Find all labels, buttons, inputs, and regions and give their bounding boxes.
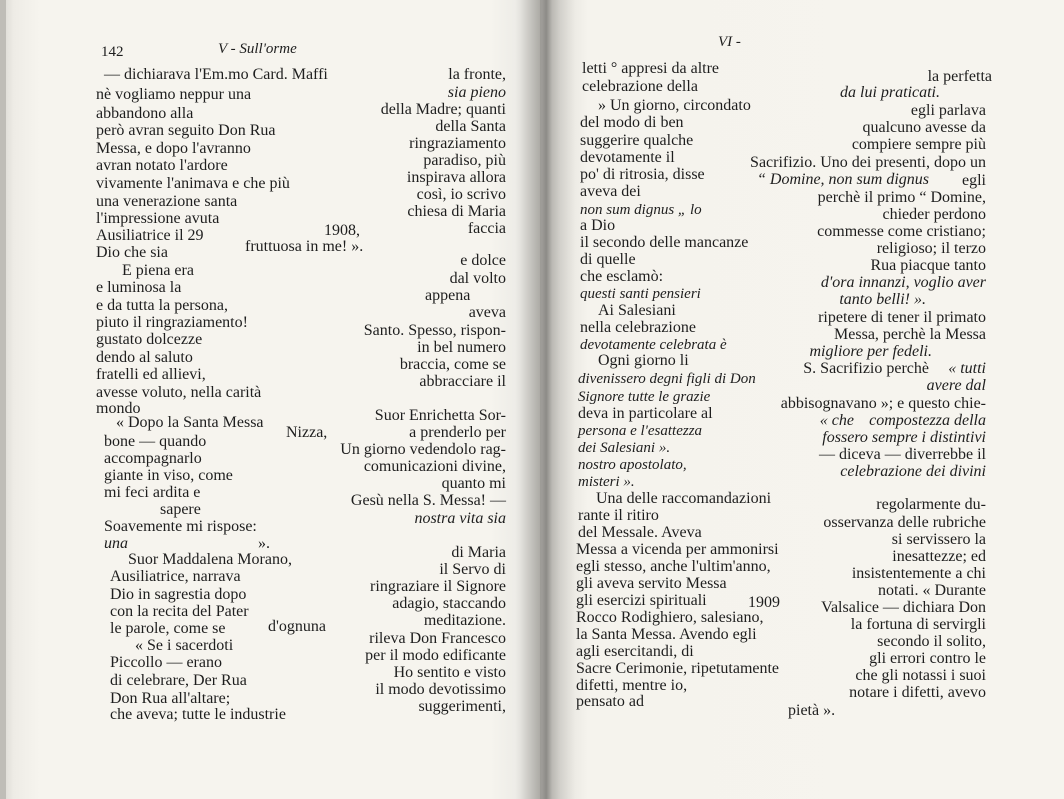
text-line: una venerazione santa <box>96 193 238 210</box>
text-line: comunicazioni divine, <box>363 458 506 475</box>
text-line: dei Salesiani ». <box>578 440 671 456</box>
text-line: notati. « Durante <box>878 582 986 599</box>
text-line: dendo al saluto <box>96 349 193 366</box>
text-line: la fortuna di servirgli <box>850 616 986 633</box>
text-line: bone — quando <box>104 433 207 450</box>
text-line: paradiso, più <box>423 152 506 169</box>
text-line: e luminosa la <box>96 279 182 296</box>
text-line: la fronte, <box>448 66 506 83</box>
text-line: abbracciare il <box>419 373 506 390</box>
text-line: deva in particolare al <box>578 405 713 422</box>
text-line: inesattezze; ed <box>892 548 986 565</box>
text-line: secondo il solito, <box>877 633 986 650</box>
text-line: e dolce <box>460 252 506 269</box>
text-line: notare i difetti, avevo <box>849 684 986 701</box>
text-line: Un giorno vedendolo rag- <box>340 441 506 458</box>
text-line: nostro apostolato, <box>578 457 687 473</box>
text-line: sapere <box>160 501 201 518</box>
text-line: S. Sacrifizio perchè <box>803 360 929 377</box>
text-line: gli esercizi spirituali <box>576 592 707 609</box>
text-line: con la recita del Pater <box>110 603 249 620</box>
text-line: compiere sempre più <box>851 136 986 153</box>
text-line: in bel numero <box>417 339 506 356</box>
text-line: avere dal <box>926 377 986 394</box>
text-line: le parole, come se <box>110 620 226 637</box>
text-line: del modo di ben <box>580 114 684 131</box>
text-line: Ausiliatrice, narrava <box>110 568 241 585</box>
text-line: Messa, e dopo l'avranno <box>96 140 251 157</box>
text-line: E piena era <box>122 262 194 279</box>
text-line: ringraziamento <box>409 135 506 152</box>
text-line: Suor Enrichetta Sor- <box>374 407 506 424</box>
text-line: — diceva — diverrebbe il <box>818 446 986 463</box>
text-line: vivamente l'animava e che più <box>96 175 290 192</box>
text-line: gli errori contro le <box>869 650 986 667</box>
text-line: egli <box>962 172 986 189</box>
text-line: sia pieno <box>447 84 506 101</box>
text-line: da lui praticati. <box>840 84 940 101</box>
right-page <box>540 0 1064 799</box>
text-line: Una delle raccomandazioni <box>596 490 772 507</box>
text-line: che aveva; tutte le industrie <box>110 706 286 723</box>
text-line: Ho sentito e visto <box>393 664 506 681</box>
text-line: rante il ritiro <box>578 507 659 524</box>
text-line: « Dopo la Santa Messa <box>116 414 264 431</box>
text-line: giante in viso, come <box>104 467 233 484</box>
text-line: egli parlava <box>910 102 986 119</box>
text-line: agli esercitandi, di <box>576 643 694 660</box>
text-line: fossero sempre i distintivi <box>822 429 986 446</box>
text-line: qualcuno avesse da <box>862 119 986 136</box>
text-line: avran notato l'ardore <box>96 157 228 174</box>
text-line: la perfetta <box>927 68 992 85</box>
text-line: — dichiarava l'Em.mo Card. Maffi <box>104 66 328 83</box>
text-line: ripetere di tener il primato <box>818 309 986 326</box>
text-line: Santo. Spesso, rispon- <box>363 322 506 339</box>
text-line: gustato dolcezze <box>96 331 203 348</box>
book-edge <box>0 0 6 799</box>
text-line: osservanza delle rubriche <box>823 514 986 531</box>
text-line: Suor Maddalena Morano, <box>128 551 292 568</box>
text-line: il Servo di <box>439 561 506 578</box>
text-line: migliore per fedeli. <box>809 343 932 360</box>
text-line: abbandono alla <box>96 105 194 122</box>
text-line: Ogni giorno li <box>598 352 689 369</box>
text-line: egli stesso, anche l'ultim'anno, <box>576 558 771 575</box>
text-line: Dio che sia <box>96 244 168 261</box>
text-line: che esclamò: <box>580 268 664 285</box>
text-line: Gesù nella S. Messa! — <box>350 492 506 509</box>
text-line: faccia <box>467 220 506 237</box>
text-line: 1908, <box>324 222 360 239</box>
text-line: Messa, perchè la Messa <box>834 326 986 343</box>
text-line: celebrazione dei divini <box>840 463 986 480</box>
text-line: Signore tutte le grazie <box>578 389 711 405</box>
text-line: della Santa <box>435 118 506 135</box>
text-line: braccia, come se <box>399 356 506 373</box>
text-line: d'ognuna <box>268 618 326 635</box>
text-line: avesse voluto, nella carità <box>96 384 262 401</box>
text-line: letti ° appresi da altre <box>582 60 720 77</box>
text-line: Rocco Rodighiero, salesiano, <box>576 609 764 626</box>
text-line: a Dio <box>580 217 616 234</box>
text-line: celebrazione della <box>582 78 698 95</box>
text-line: religioso; il terzo <box>876 240 986 257</box>
text-line: meditazione. <box>423 612 506 629</box>
text-line: aveva dei <box>580 183 641 200</box>
text-line: così, io scrivo <box>416 186 506 203</box>
text-line: si servissero la <box>891 531 986 548</box>
text-line: mondo <box>96 400 141 417</box>
text-line: commesse come cristiano; <box>817 223 986 240</box>
text-line: appena <box>425 287 471 304</box>
text-line: insistentemente a chi <box>851 565 986 582</box>
text-line: quanto mi <box>441 475 506 492</box>
text-line: Messa a vicenda per ammonirsi <box>576 541 779 558</box>
text-line: del Messale. Aveva <box>578 524 702 541</box>
text-line: la Santa Messa. Avendo egli <box>576 626 757 643</box>
text-line: a prenderlo per <box>409 424 506 441</box>
text-line: e da tutta la persona, <box>96 297 228 314</box>
text-line: « Se i sacerdoti <box>135 637 234 654</box>
text-line: di Maria <box>451 544 506 561</box>
text-line: di celebrare, Der Rua <box>110 672 247 689</box>
text-line: Piccollo — erano <box>110 654 222 671</box>
text-line: Nizza, <box>286 424 328 441</box>
text-line: mi feci ardita e <box>104 484 201 501</box>
text-line: per il modo edificante <box>365 647 506 664</box>
text-line: persona e l'esattezza <box>578 423 703 439</box>
text-line: rileva Don Francesco <box>369 630 506 647</box>
text-line: Soavemente mi rispose: <box>104 518 257 535</box>
text-line: dal volto <box>449 270 506 287</box>
text-line: tanto belli! ». <box>839 291 926 308</box>
text-line: devotamente celebrata è <box>580 337 727 353</box>
text-line: regolarmente du- <box>876 496 986 513</box>
text-line: Don Rua all'altare; <box>110 690 231 707</box>
page-number: 142 <box>101 44 124 60</box>
text-line: difetti, mentre io, <box>576 677 688 694</box>
text-line: però avran seguito Don Rua <box>96 122 276 139</box>
text-line: nostra vita sia <box>414 510 506 527</box>
text-line: ringraziare il Signore <box>370 578 506 595</box>
text-line: compostezza della <box>869 412 986 429</box>
text-line: misteri ». <box>578 474 635 490</box>
text-line: Rua piacque tanto <box>870 257 986 274</box>
text-line: suggerire qualche <box>580 132 694 149</box>
text-line: fruttuosa in me! ». <box>245 238 364 255</box>
running-head-left: V - Sull'orme <box>218 41 297 57</box>
text-line: nella celebrazione <box>580 319 696 336</box>
text-line: non sum dignus „ lo <box>580 202 702 218</box>
text-line: d'ora innanzi, voglio aver <box>820 274 986 291</box>
text-line: « tutti <box>948 360 986 377</box>
text-line: pietà ». <box>788 702 836 719</box>
text-line: aveva <box>468 304 506 321</box>
text-line: perchè il primo “ Domine, <box>817 189 986 206</box>
text-line: fratelli ed allievi, <box>96 366 206 383</box>
text-line: suggerimenti, <box>418 698 506 715</box>
text-line: gli aveva servito Messa <box>576 575 727 592</box>
text-line: Valsalice — dichiara Don <box>821 599 986 616</box>
text-line: divenissero degni figli di Don <box>578 371 756 387</box>
text-line: accompagnarlo <box>104 450 202 467</box>
text-line: nè vogliamo neppur una <box>96 86 252 103</box>
text-line: Ai Salesiani <box>598 302 676 319</box>
text-line: adagio, staccando <box>392 595 506 612</box>
text-line: che gli notassi i suoi <box>855 667 986 684</box>
book-gutter-shadow <box>515 0 575 799</box>
text-line: inspirava allora <box>406 169 506 186</box>
text-line: devotamente il <box>580 149 675 166</box>
text-line: l'impressione avuta <box>96 210 220 227</box>
text-line: Sacrifizio. Uno dei presenti, dopo un <box>750 154 986 171</box>
text-line: questi santi pensieri <box>580 286 701 302</box>
text-line: “ Domine, non sum dignus <box>756 171 929 188</box>
running-head-right: VI - <box>718 34 741 50</box>
text-line: abbisognavano »; e questo chie- <box>780 395 986 412</box>
text-line: chiesa di Maria <box>407 203 506 220</box>
text-line: di quelle <box>580 251 636 268</box>
text-line: pensato ad <box>576 693 644 710</box>
text-line: 1909 <box>748 594 780 611</box>
text-line: Sacre Cerimonie, ripetutamente <box>576 660 780 677</box>
text-line: ». <box>258 535 270 552</box>
text-line: della Madre; quanti <box>380 101 506 118</box>
text-line: una <box>104 535 128 552</box>
text-line: Ausiliatrice il 29 <box>96 227 204 244</box>
text-line: Dio in sagrestia dopo <box>110 586 247 603</box>
text-line: il modo devotissimo <box>375 681 506 698</box>
text-line: il secondo delle mancanze <box>580 234 749 251</box>
text-line: po' di ritrosia, disse <box>580 166 705 183</box>
text-line: piuto il ringraziamento! <box>96 314 248 331</box>
text-line: « che <box>819 412 854 429</box>
text-line: chieder perdono <box>882 206 986 223</box>
text-line: » Un giorno, circondato <box>598 97 751 114</box>
